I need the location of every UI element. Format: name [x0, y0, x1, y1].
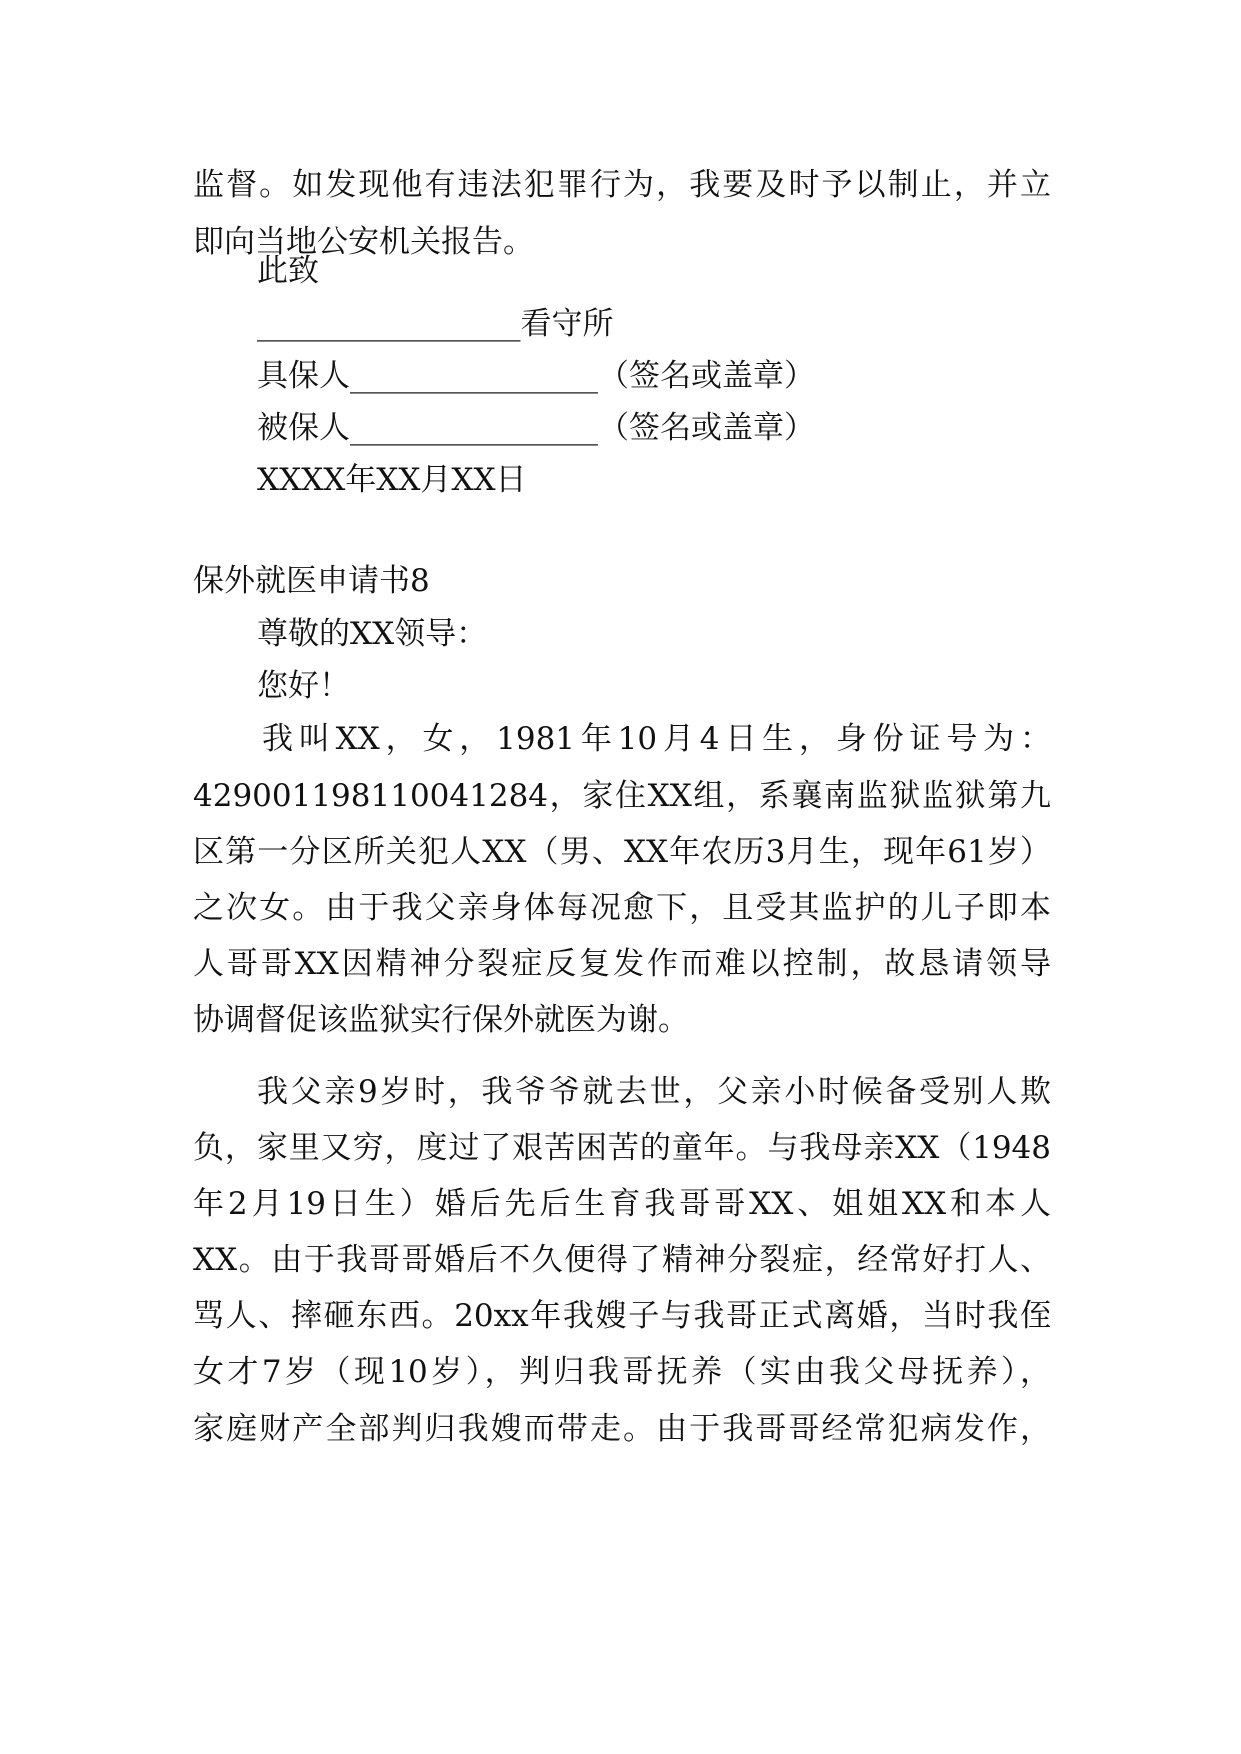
- paragraph-1-line-3: 区第一分区所关犯人XX（男、XX年农历3月生，现年61岁）: [193, 834, 1051, 870]
- recipient-line: _________________看守所: [257, 306, 614, 342]
- paragraph-1-line-6: 协调督促该监狱实行保外就医为谢。: [193, 1002, 689, 1038]
- paragraph-1-line-2: 429001198110041284，家住XX组，系襄南监狱监狱第九: [193, 778, 1051, 814]
- continuation-line-2: 即向当地公安机关报告。: [193, 224, 534, 260]
- paragraph-2-line-4: XX。由于我哥哥婚后不久便得了精神分裂症，经常好打人、: [193, 1242, 1051, 1278]
- guarantor-signature-line: 具保人________________（签名或盖章）: [257, 358, 815, 394]
- paragraph-1-line-1: 我叫XX，女，1981年10月4日生，身份证号为：: [262, 721, 1051, 757]
- paragraph-2-line-1: 我父亲9岁时，我爷爷就去世，父亲小时候备受别人欺: [257, 1074, 1051, 1110]
- paragraph-1-line-5: 人哥哥XX因精神分裂症反复发作而难以控制，故恳请领导: [193, 946, 1051, 982]
- paragraph-2-line-7: 家庭财产全部判归我嫂而带走。由于我哥哥经常犯病发作，: [193, 1411, 1051, 1447]
- closing-phrase: 此致: [257, 253, 319, 289]
- date-line: XXXX年XX月XX日: [257, 462, 527, 498]
- paragraph-1-line-4: 之次女。由于我父亲身体每况愈下，且受其监护的儿子即本: [193, 890, 1051, 926]
- paragraph-2-line-3: 年2月19日生）婚后先后生育我哥哥XX、姐姐XX和本人: [193, 1186, 1051, 1222]
- section-title: 保外就医申请书8: [193, 563, 430, 599]
- paragraph-2-line-2: 负，家里又穷，度过了艰苦困苦的童年。与我母亲XX（1948: [193, 1130, 1051, 1166]
- greeting: 您好！: [257, 668, 350, 704]
- paragraph-2-line-5: 骂人、摔砸东西。20xx年我嫂子与我哥正式离婚，当时我侄: [193, 1298, 1051, 1334]
- continuation-line-1: 监督。如发现他有违法犯罪行为，我要及时予以制止，并立: [193, 167, 1051, 203]
- paragraph-2-line-6: 女才7岁（现10岁），判归我哥抚养（实由我父母抚养），: [193, 1354, 1051, 1390]
- salutation: 尊敬的XX领导：: [257, 616, 488, 652]
- guaranteed-signature-line: 被保人________________（签名或盖章）: [257, 410, 815, 446]
